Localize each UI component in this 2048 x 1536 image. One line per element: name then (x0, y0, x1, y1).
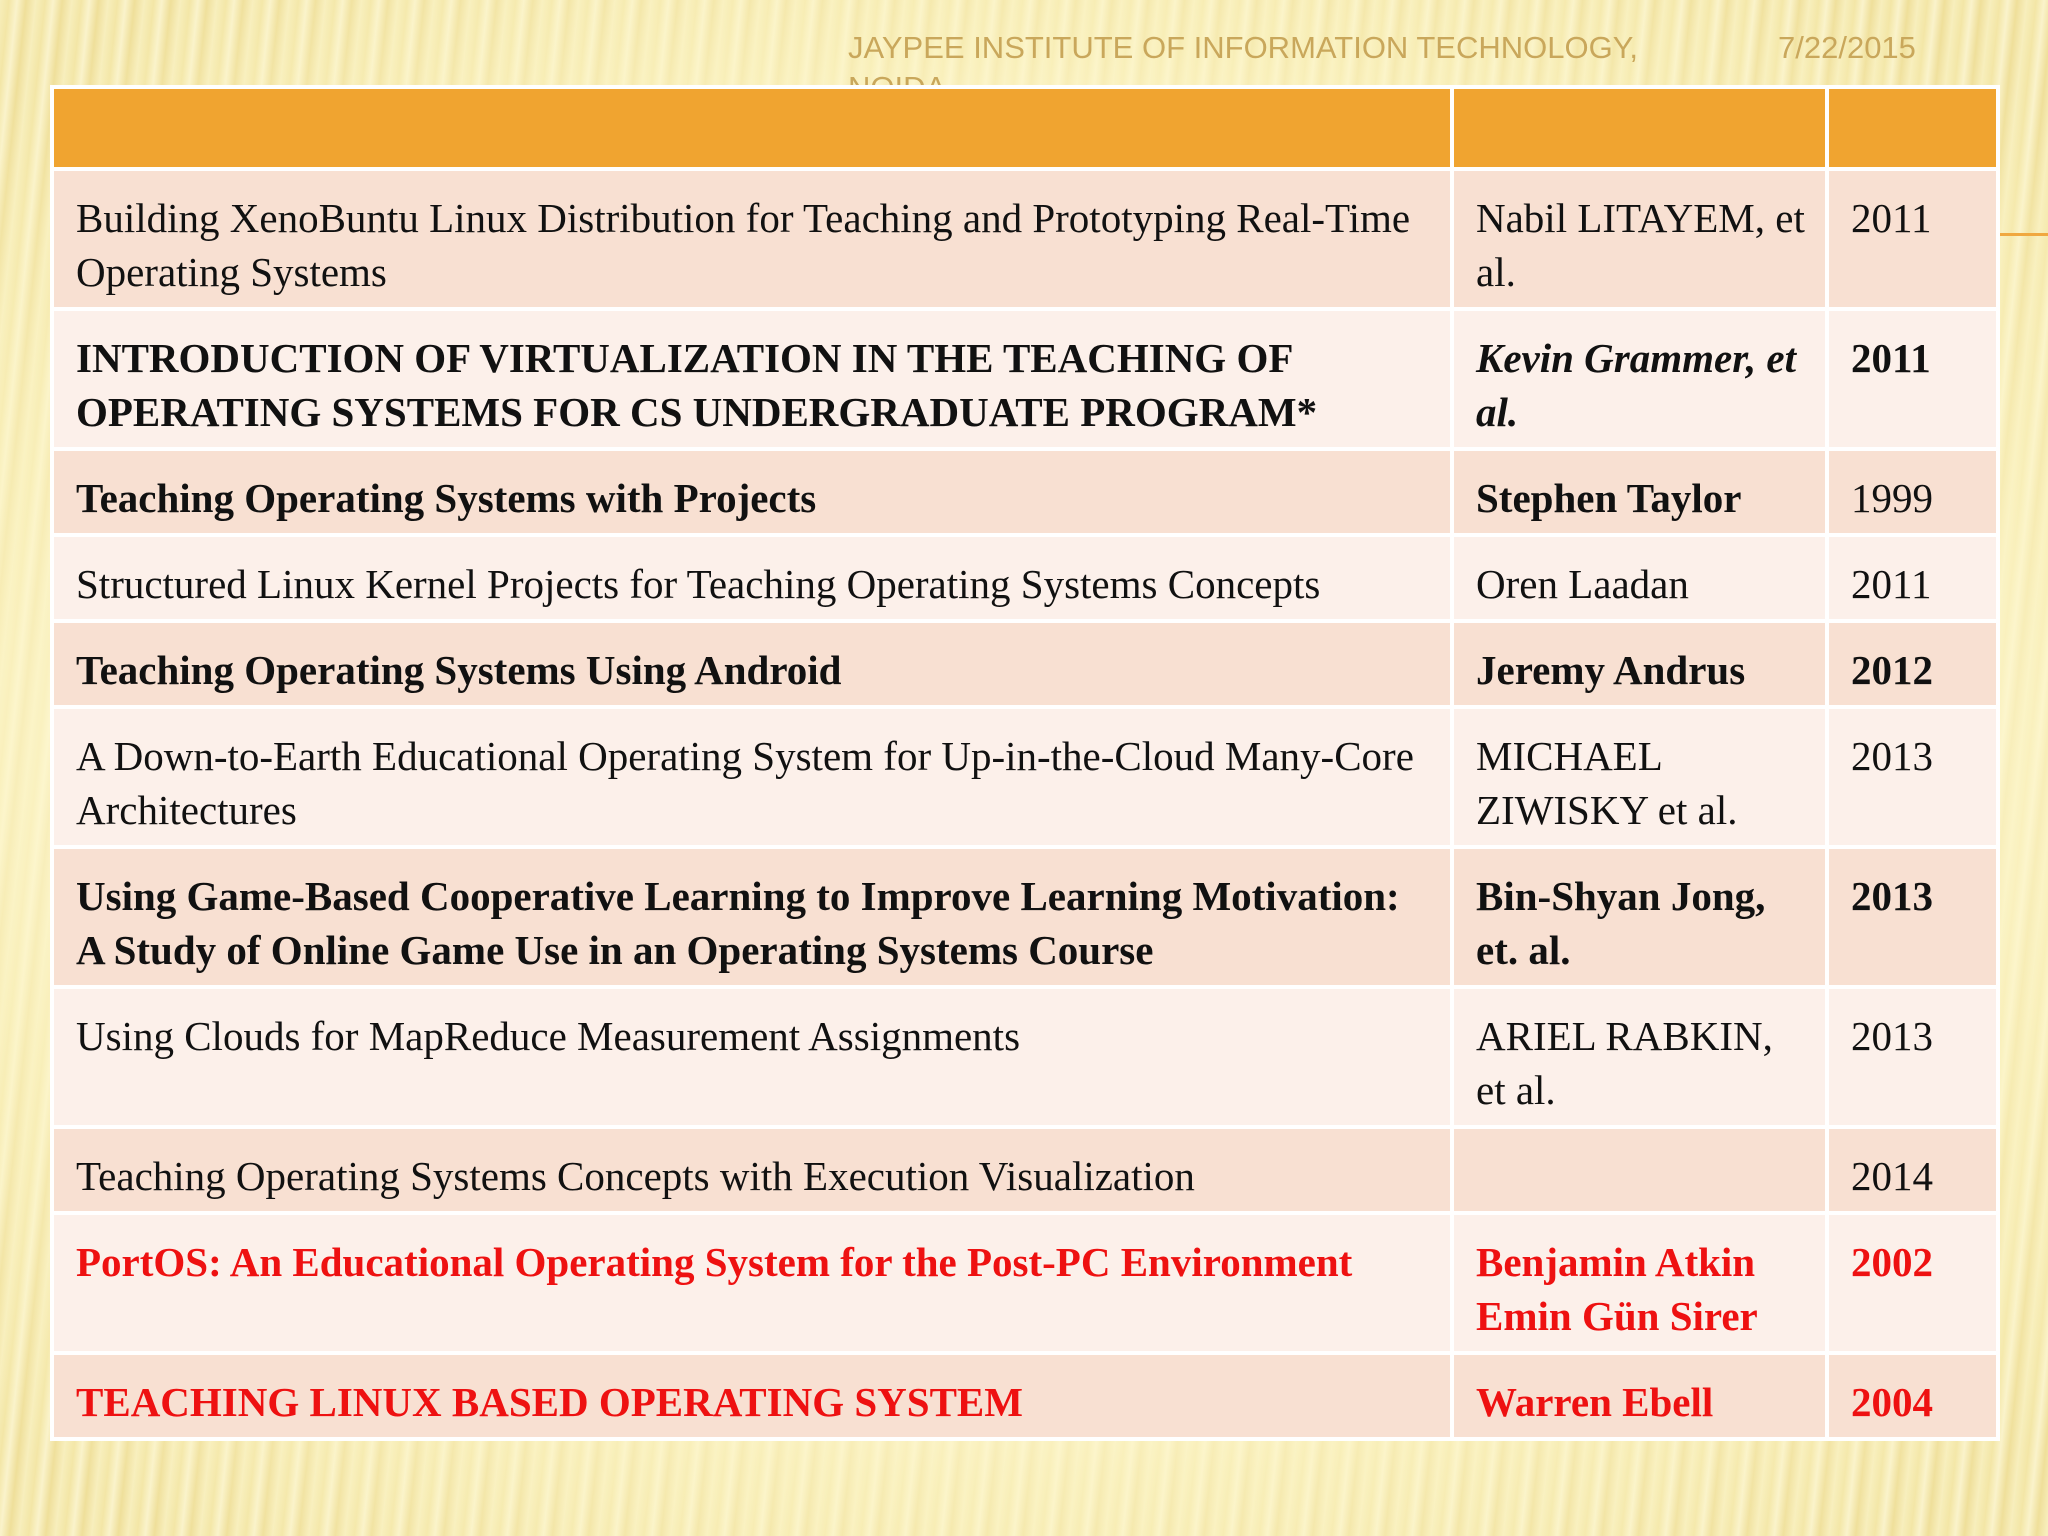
paper-title: TEACHING LINUX BASED OPERATING SYSTEM (52, 1353, 1452, 1439)
table-row (52, 987, 1998, 1127)
header-cell-year (1827, 87, 1998, 169)
paper-title: A Down-to-Earth Educational Operating System for Up-in-the-Cloud Many-Core Architectures (52, 707, 1452, 847)
paper-author: Stephen Taylor (1452, 449, 1827, 535)
paper-author: Benjamin Atkin Emin Gün Sirer (1452, 1213, 1827, 1353)
paper-author: ARIEL RABKIN, et al. (1452, 987, 1827, 1127)
paper-year: 2012 (1827, 621, 1998, 707)
paper-title: Building XenoBuntu Linux Distribution for Teaching and Prototyping Real-Time Operating Systems (52, 169, 1452, 309)
paper-title: Using Game-Based Cooperative Learning to Improve Learning Motivation: A Study of Online Game Use in an Operating Systems Course (52, 847, 1452, 987)
paper-year: 2014 (1827, 1127, 1998, 1213)
paper-title: PortOS: An Educational Operating System for the Post-PC Environment (52, 1213, 1452, 1353)
decorative-line (1996, 233, 2048, 236)
paper-year: 2011 (1827, 535, 1998, 621)
paper-title: INTRODUCTION OF VIRTUALIZATION IN THE TEACHING OF OPERATING SYSTEMS FOR CS UNDERGRADUATE PROGRAM* (52, 309, 1452, 449)
paper-year: 1999 (1827, 449, 1998, 535)
table-row (52, 707, 1998, 847)
paper-title: Using Clouds for MapReduce Measurement Assignments (52, 987, 1452, 1127)
table-row (52, 1127, 1998, 1213)
header-cell-author (1452, 87, 1827, 169)
paper-year: 2013 (1827, 987, 1998, 1127)
table-row (52, 621, 1998, 707)
table-row (52, 449, 1998, 535)
paper-year: 2013 (1827, 707, 1998, 847)
table-row (52, 169, 1998, 309)
paper-author: Jeremy Andrus (1452, 621, 1827, 707)
table-row (52, 1213, 1998, 1353)
paper-year: 2011 (1827, 169, 1998, 309)
slide-header (0, 28, 2048, 68)
paper-author: MICHAEL ZIWISKY et al. (1452, 707, 1827, 847)
paper-author: Oren Laadan (1452, 535, 1827, 621)
header-cell-title (52, 87, 1452, 169)
paper-author: Warren Ebell (1452, 1353, 1827, 1439)
paper-title: Structured Linux Kernel Projects for Teaching Operating Systems Concepts (52, 535, 1452, 621)
paper-title: Teaching Operating Systems Concepts with Execution Visualization (52, 1127, 1452, 1213)
paper-author (1452, 1127, 1827, 1213)
paper-author: Bin-Shyan Jong, et. al. (1452, 847, 1827, 987)
paper-author: Nabil LITAYEM, et al. (1452, 169, 1827, 309)
paper-year: 2011 (1827, 309, 1998, 449)
paper-title: Teaching Operating Systems Using Android (52, 621, 1452, 707)
paper-author: Kevin Grammer, et al. (1452, 309, 1827, 449)
table-row (52, 309, 1998, 449)
paper-year: 2002 (1827, 1213, 1998, 1353)
table-row (52, 847, 1998, 987)
table-row (52, 535, 1998, 621)
table-row (52, 1353, 1998, 1439)
literature-table (50, 85, 1996, 1441)
institution-name: JAYPEE INSTITUTE OF INFORMATION TECHNOLOGY, (848, 30, 1639, 65)
paper-year: 2004 (1827, 1353, 1998, 1439)
paper-title: Teaching Operating Systems with Projects (52, 449, 1452, 535)
paper-year: 2013 (1827, 847, 1998, 987)
table-header-row (52, 87, 1998, 169)
slide-date: 7/22/2015 (1778, 30, 1916, 65)
